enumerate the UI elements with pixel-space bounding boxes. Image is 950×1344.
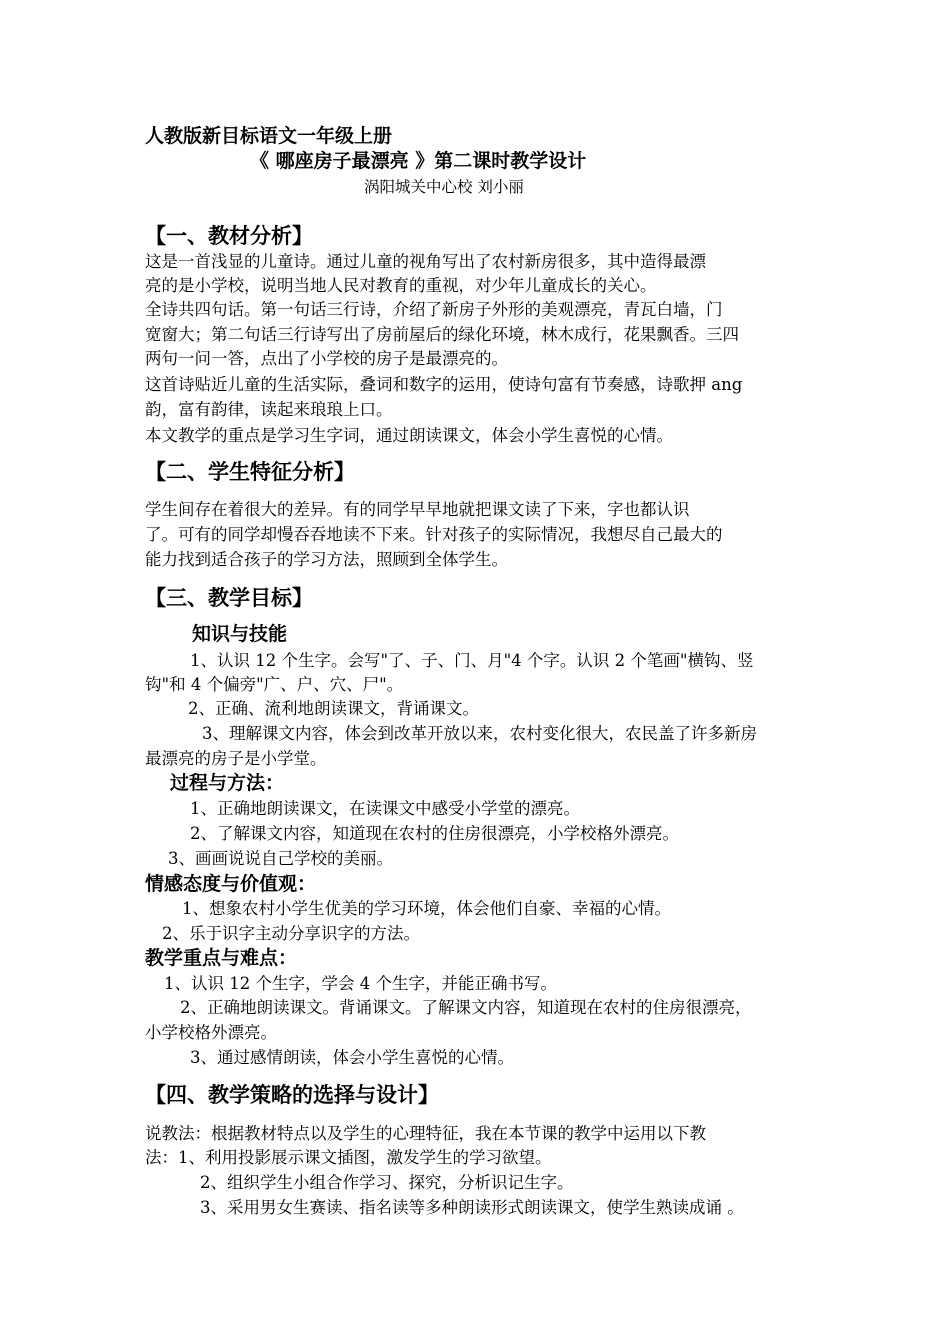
goal-line: 3、理解课文内容，体会到改革开放以来，农村变化很大，农民盖了许多新房 xyxy=(202,724,757,743)
subheading-process-methods: 过程与方法： xyxy=(170,772,285,794)
paragraph-line: 2、组织学生小组合作学习、探究，分析识记生字。 xyxy=(200,1173,574,1192)
goal-line: 小学校格外漂亮。 xyxy=(145,1023,277,1042)
subheading-key-points: 教学重点与难点： xyxy=(145,947,298,969)
goal-line: 最漂亮的房子是小学堂。 xyxy=(145,749,327,768)
goal-line: 钩"和 4 个偏旁"广、户、穴、尸"。 xyxy=(145,675,404,694)
section-heading-1: 【一、教材分析】 xyxy=(145,224,313,248)
paragraph-line: 3、采用男女生赛读、指名读等多种朗读形式朗读课文，使学生熟读成诵 。 xyxy=(200,1198,744,1217)
goal-line: 1、正确地朗读课文，在读课文中感受小学堂的漂亮。 xyxy=(190,799,580,818)
paragraph-line: 这首诗贴近儿童的生活实际，叠词和数字的运用，使诗句富有节奏感，诗歌押 ang xyxy=(145,375,743,394)
goal-line: 2、正确、流利地朗读课文，背诵课文。 xyxy=(188,699,479,718)
paragraph-line: 能力找到适合孩子的学习方法，照顾到全体学生。 xyxy=(145,550,508,569)
paragraph-line: 了。可有的同学却慢吞吞地读不下来。针对孩子的实际情况，我想尽自己最大的 xyxy=(145,525,723,544)
goal-line: 2、了解课文内容，知道现在农村的住房很漂亮，小学校格外漂亮。 xyxy=(190,824,679,843)
goal-line: 3、画画说说自己学校的美丽。 xyxy=(168,849,393,868)
section-heading-2: 【二、学生特征分析】 xyxy=(145,460,355,484)
goal-line: 3、通过感情朗读，体会小学生喜悦的心情。 xyxy=(190,1048,514,1067)
paragraph-line: 本文教学的重点是学习生字词，通过朗读课文，体会小学生喜悦的心情。 xyxy=(145,426,673,445)
paragraph-line: 亮的是小学校，说明当地人民对教育的重视，对少年儿童成长的关心。 xyxy=(145,276,657,295)
paragraph-line: 韵，富有韵律，读起来琅琅上口。 xyxy=(145,400,393,419)
goal-line: 1、认识 12 个生字，学会 4 个生字，并能正确书写。 xyxy=(164,974,557,993)
section-heading-3: 【三、教学目标】 xyxy=(145,586,313,610)
paragraph-line: 全诗共四句话。第一句话三行诗，介绍了新房子外形的美观漂亮，青瓦白墙，门 xyxy=(145,300,723,319)
doc-title-line1: 人教版新目标语文一年级上册 xyxy=(145,125,393,147)
goal-line: 2、乐于识字主动分享识字的方法。 xyxy=(162,924,420,943)
goal-line: 1、认识 12 个生字。会写"了、子、门、月"4 个字。认识 2 个笔画"横钩、竖 xyxy=(190,651,754,670)
paragraph-line: 这是一首浅显的儿童诗。通过儿童的视角写出了农村新房很多，其中造得最漂 xyxy=(145,252,706,271)
doc-author: 涡阳城关中心校 刘小丽 xyxy=(364,178,524,196)
goal-line: 1、想象农村小学生优美的学习环境，体会他们自豪、幸福的心情。 xyxy=(182,899,671,918)
paragraph-line: 法：1、利用投影展示课文插图，激发学生的学习欲望。 xyxy=(145,1148,552,1167)
paragraph-line: 两句一问一答，点出了小学校的房子是最漂亮的。 xyxy=(145,349,508,368)
paragraph-line: 说教法：根据教材特点以及学生的心理特征，我在本节课的教学中运用以下教 xyxy=(145,1124,706,1143)
goal-line: 2、正确地朗读课文。背诵课文。了解课文内容，知道现在农村的住房很漂亮， xyxy=(180,998,752,1017)
doc-title-line2: 《 哪座房子最漂亮 》第二课时教学设计 xyxy=(250,150,587,172)
section-heading-4: 【四、教学策略的选择与设计】 xyxy=(145,1083,439,1107)
paragraph-line: 学生间存在着很大的差异。有的同学早早地就把课文读了下来，字也都认识 xyxy=(145,500,690,519)
subheading-knowledge-skills: 知识与技能 xyxy=(192,623,288,645)
paragraph-line: 宽窗大；第二句话三行诗写出了房前屋后的绿化环境，林木成行，花果飘香。三四 xyxy=(145,325,739,344)
subheading-attitudes-values: 情感态度与价值观： xyxy=(145,873,317,895)
